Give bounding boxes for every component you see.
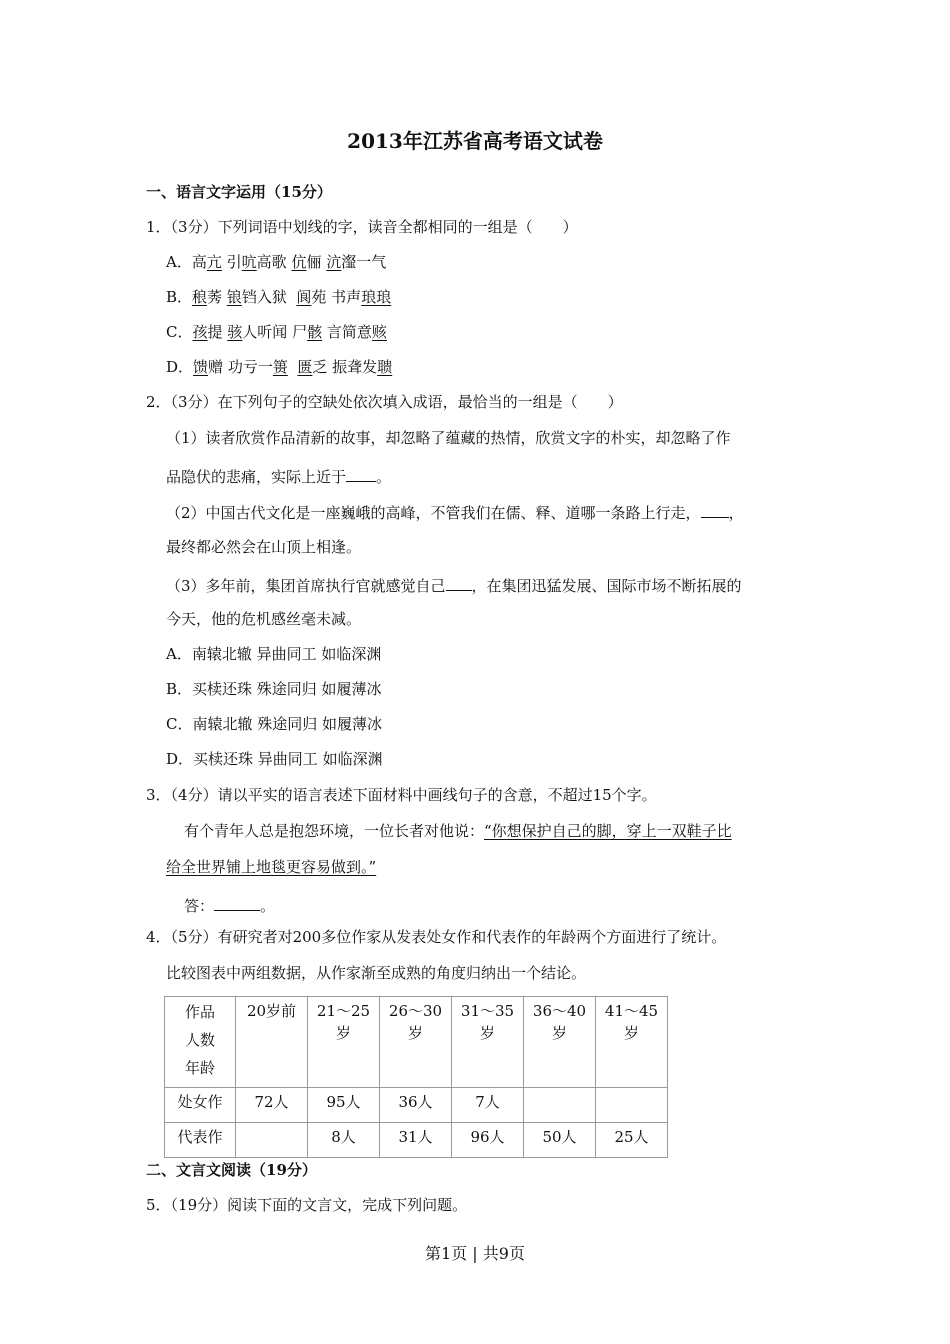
q2-sentence-2-line-1: （2）中国古代文化是一座巍峨的高峰，不管我们在儒、释、道哪一条路上行走， ， [166,504,744,522]
q2-sentence-2-line-2: 最终都必然会在山顶上相逢。 [166,538,362,556]
q1-option-a: A．高亢 引吭高歌 伉俪 沆瀣一气 [166,253,387,271]
table-cell: 31人 [380,1123,452,1158]
q2-sentence-3-line-2: 今天，他的危机感丝毫未减。 [166,610,362,628]
header-cell: 26～30 岁 [380,997,452,1088]
table-cell: 36人 [380,1088,452,1123]
corner-header-cell: 作品 人数 年龄 [165,997,236,1088]
section-heading-1: 一、语言文字运用（15分） [146,183,332,201]
statistics-table [164,996,668,1158]
blank-3 [446,576,472,591]
q3-material-line-2: 给全世界铺上地毯更容易做到。” [166,858,377,876]
q3-material-line-1: 有个青年人总是抱怨环境，一位长者对他说：“你想保护自己的脚，穿上一双鞋子比 [184,822,732,840]
q2-sentence-1-line-2: 品隐伏的悲痛，实际上近于 。 [166,468,392,486]
table-cell: 96人 [452,1123,524,1158]
table-cell: 8人 [308,1123,380,1158]
table-cell: 95人 [308,1088,380,1123]
q2-option-b: B．买椟还珠 殊途同归 如履薄冰 [166,680,382,698]
question-5-stem: 5．（19分）阅读下面的文言文，完成下列问题。 [146,1196,468,1214]
table-cell: 25人 [596,1123,668,1158]
table-cell: 50人 [524,1123,596,1158]
question-3-stem: 3．（4分）请以平实的语言表述下面材料中画线句子的含意，不超过15个字。 [146,786,657,804]
q2-sentence-1-line-1: （1）读者欣赏作品清新的故事，却忽略了蕴藏的热情，欣赏文字的朴实，却忽略了作 [166,429,731,447]
header-cell: 21～25 岁 [308,997,380,1088]
row-label: 代表作 [165,1123,236,1158]
table-row [165,1123,668,1158]
question-1-stem: 1．（3分）下列词语中划线的字，读音全都相同的一组是（ ） [146,218,578,236]
header-cell: 41～45 岁 [596,997,668,1088]
question-2-stem: 2．（3分）在下列句子的空缺处依次填入成语，最恰当的一组是（ ） [146,393,623,411]
header-cell: 31～35 岁 [452,997,524,1088]
q2-option-d: D．买椟还珠 异曲同工 如临深渊 [166,750,383,768]
header-cell: 36～40 岁 [524,997,596,1088]
table-cell [524,1088,596,1123]
row-label: 处女作 [165,1088,236,1123]
q2-option-c: C．南辕北辙 殊途同归 如履薄冰 [166,715,383,733]
q2-sentence-3-line-1: （3）多年前，集团首席执行官就感觉自己 ，在集团迅猛发展、国际市场不断拓展的 [166,577,742,595]
table-cell [596,1088,668,1123]
table-header-row [165,997,668,1088]
q4-instruction: 比较图表中两组数据，从作家渐至成熟的角度归纳出一个结论。 [166,964,587,982]
q1-option-b: B．稂莠 锒铛入狱 阆苑 书声琅琅 [166,288,392,306]
blank-2 [701,503,729,518]
header-cell: 20岁前 [236,997,308,1088]
section-heading-2: 二、文言文阅读（19分） [146,1161,317,1179]
q3-answer-line: 答： 。 [184,897,276,915]
answer-blank [214,896,260,911]
q1-option-c: C．孩提 骇人听闻 尸骸 言简意赅 [166,323,387,341]
table-row [165,1088,668,1123]
table-cell: 72人 [236,1088,308,1123]
q1-option-d: D．馈赠 功亏一篑 匮乏 振聋发聩 [166,358,393,376]
page-footer: 第1页 | 共9页 [425,1244,525,1263]
table-cell [236,1123,308,1158]
q2-option-a: A．南辕北辙 异曲同工 如临深渊 [166,645,382,663]
blank-1 [346,467,376,482]
page-title: 2013年江苏省高考语文试卷 [347,129,603,153]
question-4-stem: 4．（5分）有研究者对200多位作家从发表处女作和代表作的年龄两个方面进行了统计。 [146,928,727,946]
table-cell: 7人 [452,1088,524,1123]
